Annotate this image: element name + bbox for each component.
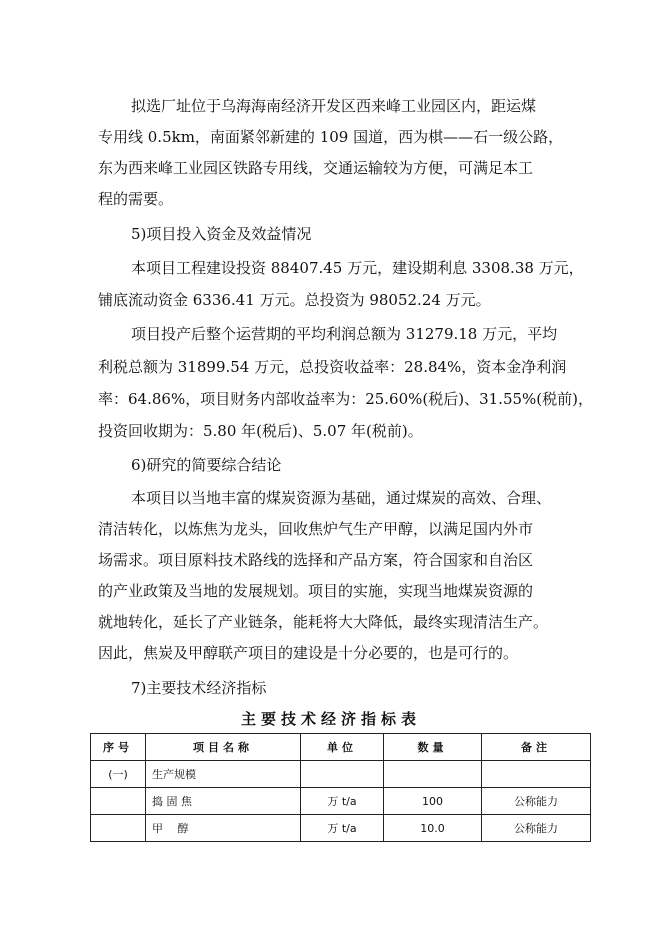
header-cell: 序号 bbox=[91, 734, 146, 761]
text-line: 场需求。项目原料技术路线的选择和产品方案，符合国家和自治区 bbox=[98, 551, 534, 569]
text-line: 投资回收期为：5.80 年(税后)、5.07 年(税前)。 bbox=[98, 422, 423, 440]
cell-note: 公称能力 bbox=[482, 788, 591, 815]
text-line: 项目投产后整个运营期的平均利润总额为 31279.18 万元，平均 bbox=[131, 325, 558, 343]
text-line: 铺底流动资金 6336.41 万元。总投资为 98052.24 万元。 bbox=[98, 291, 491, 309]
text-line: 专用线 0.5km，南面紧邻新建的 109 国道，西为棋——石一级公路， bbox=[98, 128, 564, 146]
cell-name: 捣 固 焦 bbox=[146, 788, 301, 815]
text-line: 东为西来峰工业园区铁路专用线，交通运输较为方便，可满足本工 bbox=[98, 159, 534, 177]
header-cell: 单位 bbox=[301, 734, 384, 761]
section-heading: 7)主要技术经济指标 bbox=[131, 679, 267, 697]
section-heading: 6)研究的简要综合结论 bbox=[131, 456, 282, 474]
text-line: 利税总额为 31899.54 万元，总投资收益率：28.84%，资本金净利润 bbox=[98, 358, 567, 376]
table-row bbox=[91, 815, 591, 842]
section-heading: 5)项目投入资金及效益情况 bbox=[131, 225, 312, 243]
text-line: 就地转化，延长了产业链条，能耗将大大降低，最终实现清洁生产。 bbox=[98, 613, 549, 631]
text-line: 程的需要。 bbox=[98, 190, 174, 208]
cell-no bbox=[91, 788, 146, 815]
header-cell: 项目名称 bbox=[146, 734, 301, 761]
cell-unit bbox=[301, 761, 384, 788]
cell-note: 公称能力 bbox=[482, 815, 591, 842]
cell-name: 甲 醇 bbox=[146, 815, 301, 842]
cell-unit: 万 t/a bbox=[301, 788, 384, 815]
table-title: 主要技术经济指标表 bbox=[240, 710, 421, 728]
text-line: 本项目工程建设投资 88407.45 万元，建设期利息 3308.38 万元， bbox=[131, 259, 584, 277]
text-line: 的产业政策及当地的发展规划。项目的实施，实现当地煤炭资源的 bbox=[98, 582, 534, 600]
text-line: 拟选厂址位于乌海海南经济开发区西来峰工业园区内，距运煤 bbox=[131, 97, 537, 115]
header-cell: 备注 bbox=[482, 734, 591, 761]
text-line: 清洁转化，以炼焦为龙头，回收焦炉气生产甲醇，以满足国内外市 bbox=[98, 520, 534, 538]
text-line: 率：64.86%，项目财务内部收益率为：25.60%(税后)、31.55%(税前)， bbox=[98, 390, 593, 408]
text-line: 本项目以当地丰富的煤炭资源为基础，通过煤炭的高效、合理、 bbox=[131, 489, 552, 507]
text-line: 因此，焦炭及甲醇联产项目的建设是十分必要的，也是可行的。 bbox=[98, 644, 519, 662]
cell-name: 生产规模 bbox=[146, 761, 301, 788]
cell-qty bbox=[384, 761, 482, 788]
header-cell: 数量 bbox=[384, 734, 482, 761]
cell-no: (一) bbox=[91, 761, 146, 788]
cell-qty: 100 bbox=[384, 788, 482, 815]
table-row bbox=[91, 788, 591, 815]
indicators-table bbox=[90, 733, 591, 842]
table-row bbox=[91, 761, 591, 788]
cell-note bbox=[482, 761, 591, 788]
cell-no bbox=[91, 815, 146, 842]
cell-unit: 万 t/a bbox=[301, 815, 384, 842]
cell-qty: 10.0 bbox=[384, 815, 482, 842]
table-header-row bbox=[91, 734, 591, 761]
